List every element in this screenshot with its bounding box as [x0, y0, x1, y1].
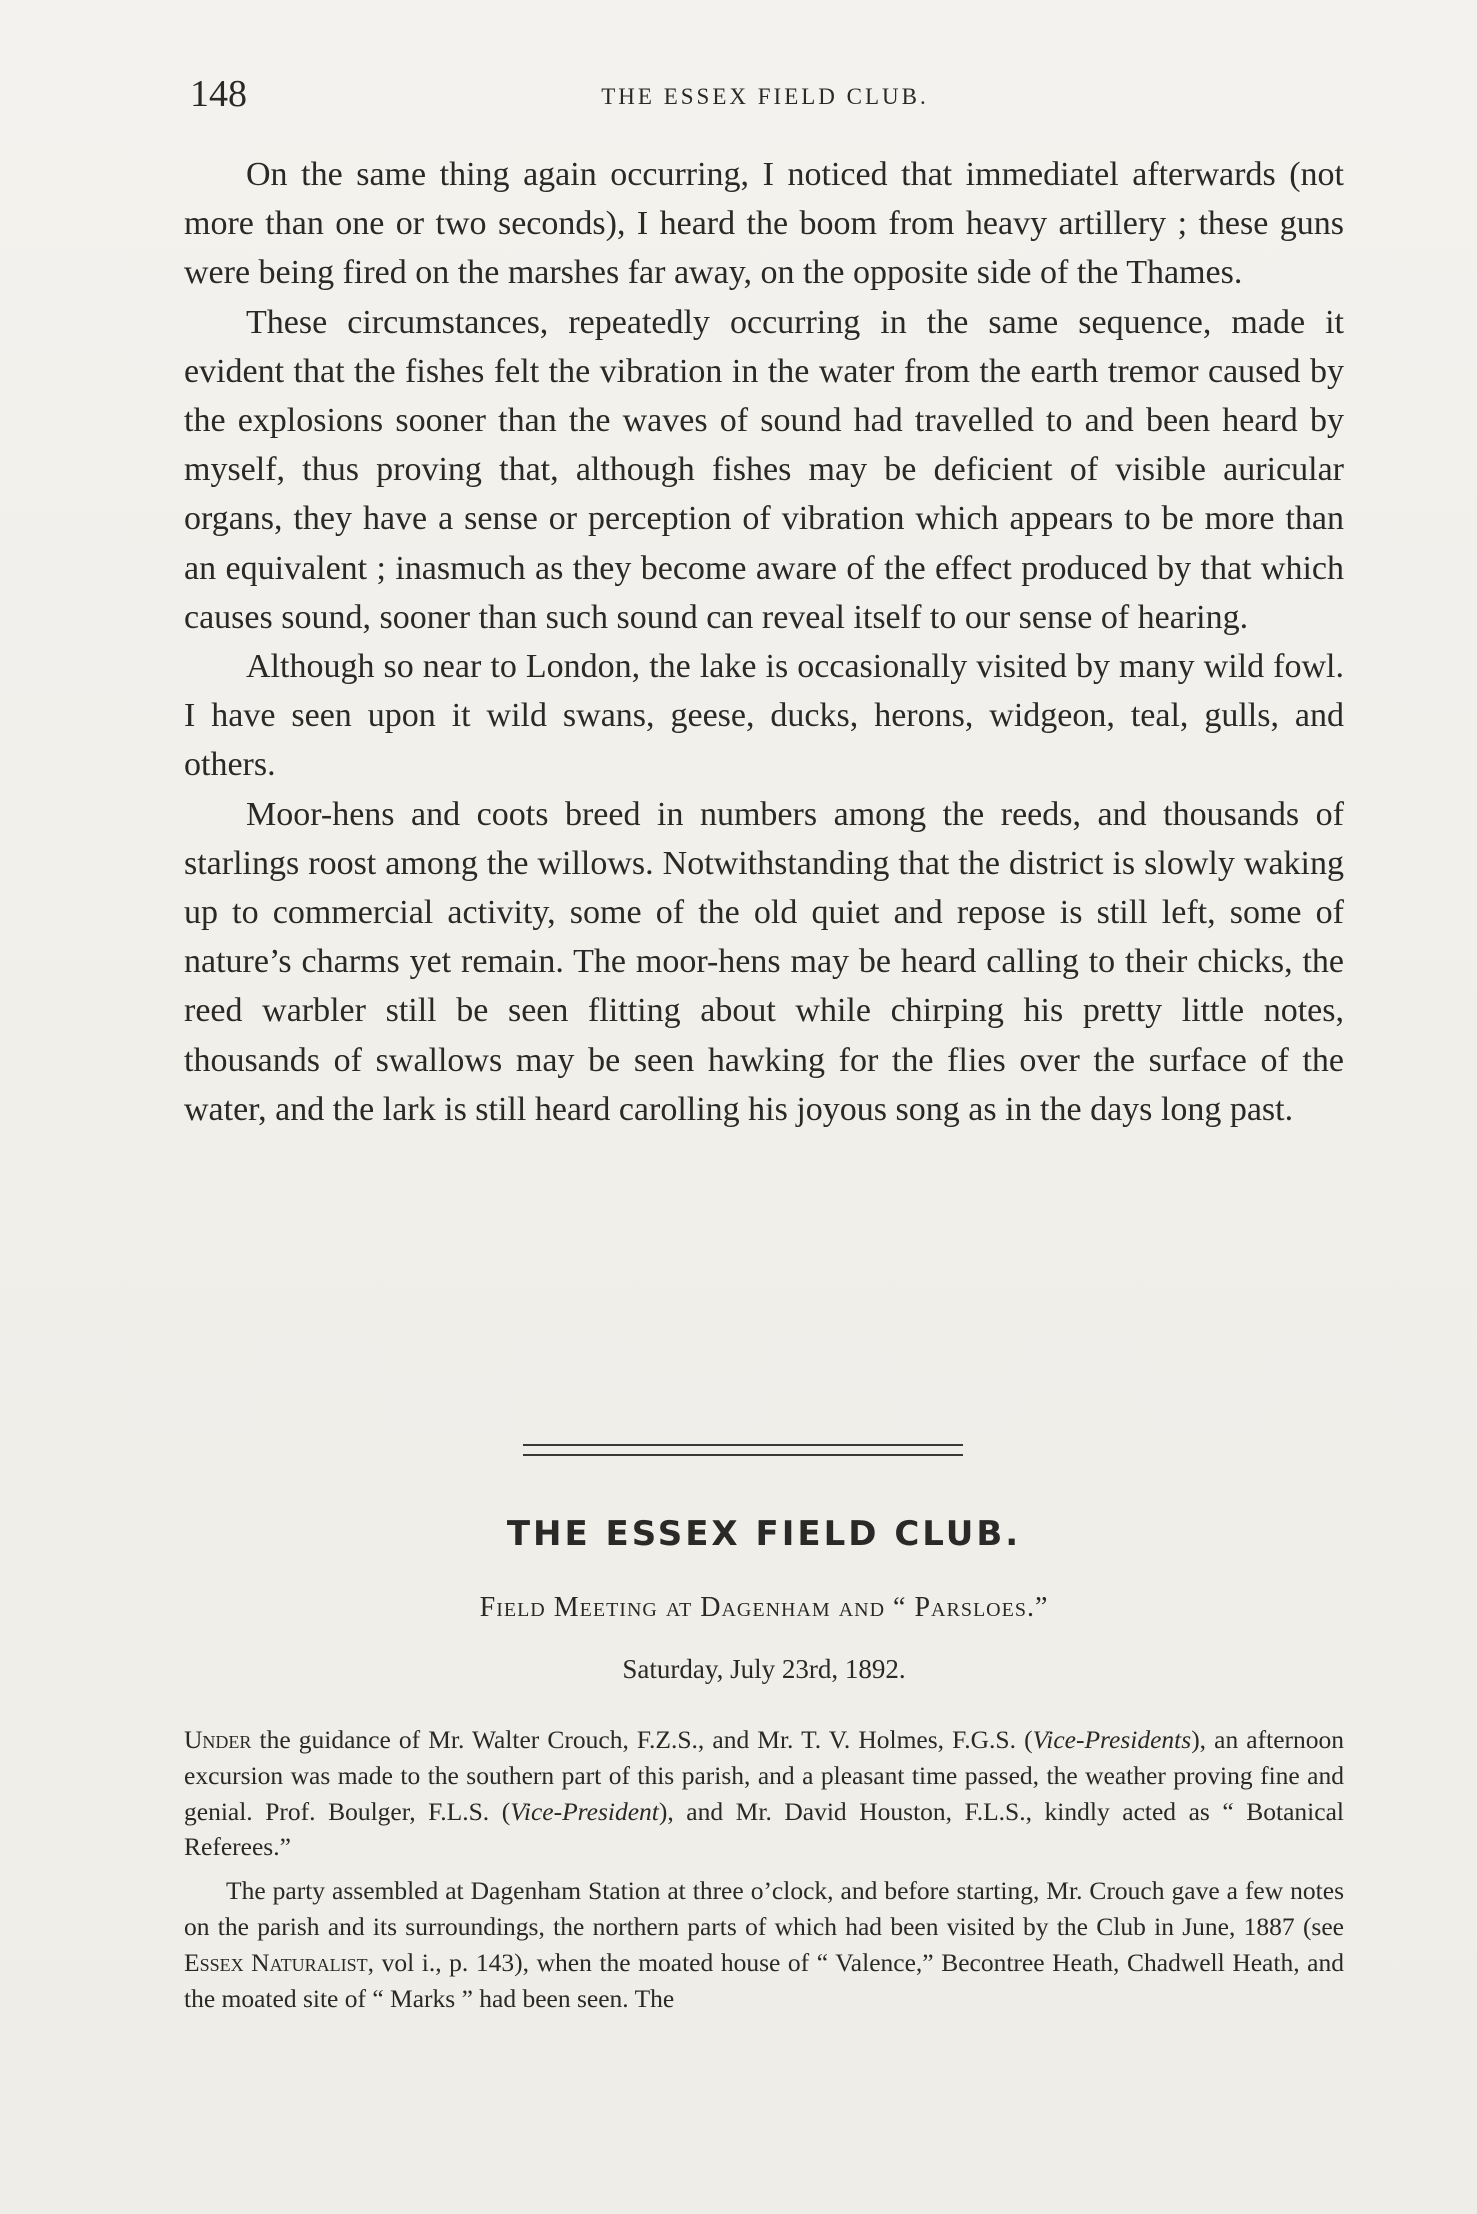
- text-run: the guidance of Mr. Walter Crouch, F.Z.S., and Mr. T. V. Holmes, F.G.S. (: [251, 1725, 1033, 1754]
- paragraph: Although so near to London, the lake is occasionally visited by many wild fowl. I have seen upon it wild swans, geese, ducks, herons, widgeon, teal, gulls, and others.: [184, 648, 1344, 784]
- section-title: THE ESSEX FIELD CLUB.: [506, 1514, 1022, 1554]
- page-header: [190, 72, 1340, 132]
- section-subtitle: Field Meeting at Dagenham and “ Parsloes.”: [479, 1592, 1049, 1623]
- report-body: [184, 1722, 1344, 2024]
- report-paragraph: [184, 1722, 1344, 1865]
- page-number: 148: [190, 73, 247, 115]
- text-run: , vol i., p. 143), when the moated house of “ Valence,” Becontree Heath, Chadwell Heath, and the moated site of “ Marks ” had been seen. The: [184, 1947, 1344, 2013]
- paragraph: These circumstances, repeatedly occurring in the same sequence, made it evident that the fishes felt the vibration in the water from the earth tremor caused by the explosions sooner than the waves of sound had travelled to and been heard by myself, thus proving that, although fishes may be deficient of visible auricular organs, they have a sense or perception of vibration which appears to be more than an equivalent ; inasmuch as they become aware of the effect produced by that which causes sound, sooner than such sound can reveal itself to our sense of hearing.: [184, 303, 1344, 636]
- paragraph: On the same thing again occurring, I noticed that immediatel afterwards (not more than one or two seconds), I heard the boom from heavy artillery ; these guns were being fired on the marshes far away, on the opposite side of the Thames.: [184, 156, 1344, 292]
- text-run: ), an afternoon excursion was made to the southern part of this parish, and a pleasant time passed, the weather proving fine and genial. Prof. Boulger, F.L.S. (: [184, 1725, 1345, 1826]
- meeting-date: Saturday, July 23rd, 1892.: [622, 1654, 906, 1684]
- lead-word: Under: [184, 1725, 252, 1754]
- running-title: THE ESSEX FIELD CLUB.: [601, 84, 929, 109]
- journal-name: Essex Naturalist: [184, 1947, 368, 1977]
- article-body: [184, 150, 1344, 1134]
- paragraph: Moor-hens and coots breed in numbers among the reeds, and thousands of starlings roost among the willows. Notwithstanding that the district is slowly waking up to commercial activity, some of the old quiet and repose is still left, some of nature’s charms yet remain. The moor-hens may be heard calling to their chicks, the reed warbler still be seen flitting about while chirping his pretty little notes, thousands of swallows may be seen hawking for the flies over the surface of the water, and the lark is still heard carolling his joyous song as in the days long past.: [184, 795, 1344, 1128]
- italic-run: Vice-President: [510, 1796, 659, 1826]
- text-run: ), and Mr. David Houston, F.L.S., kindly acted as “ Botanical Referees.”: [184, 1796, 1344, 1862]
- italic-run: Vice-Presidents: [1032, 1725, 1192, 1754]
- report-paragraph: [184, 1873, 1344, 2016]
- section-divider: [523, 1444, 963, 1456]
- text-run: The party assembled at Dagenham Station at three o’clock, and before starting, Mr. Crouch gave a few notes on the parish and its surroundings, the northern parts of which had been visited by the Club in June, 1887 (see: [184, 1876, 1344, 1941]
